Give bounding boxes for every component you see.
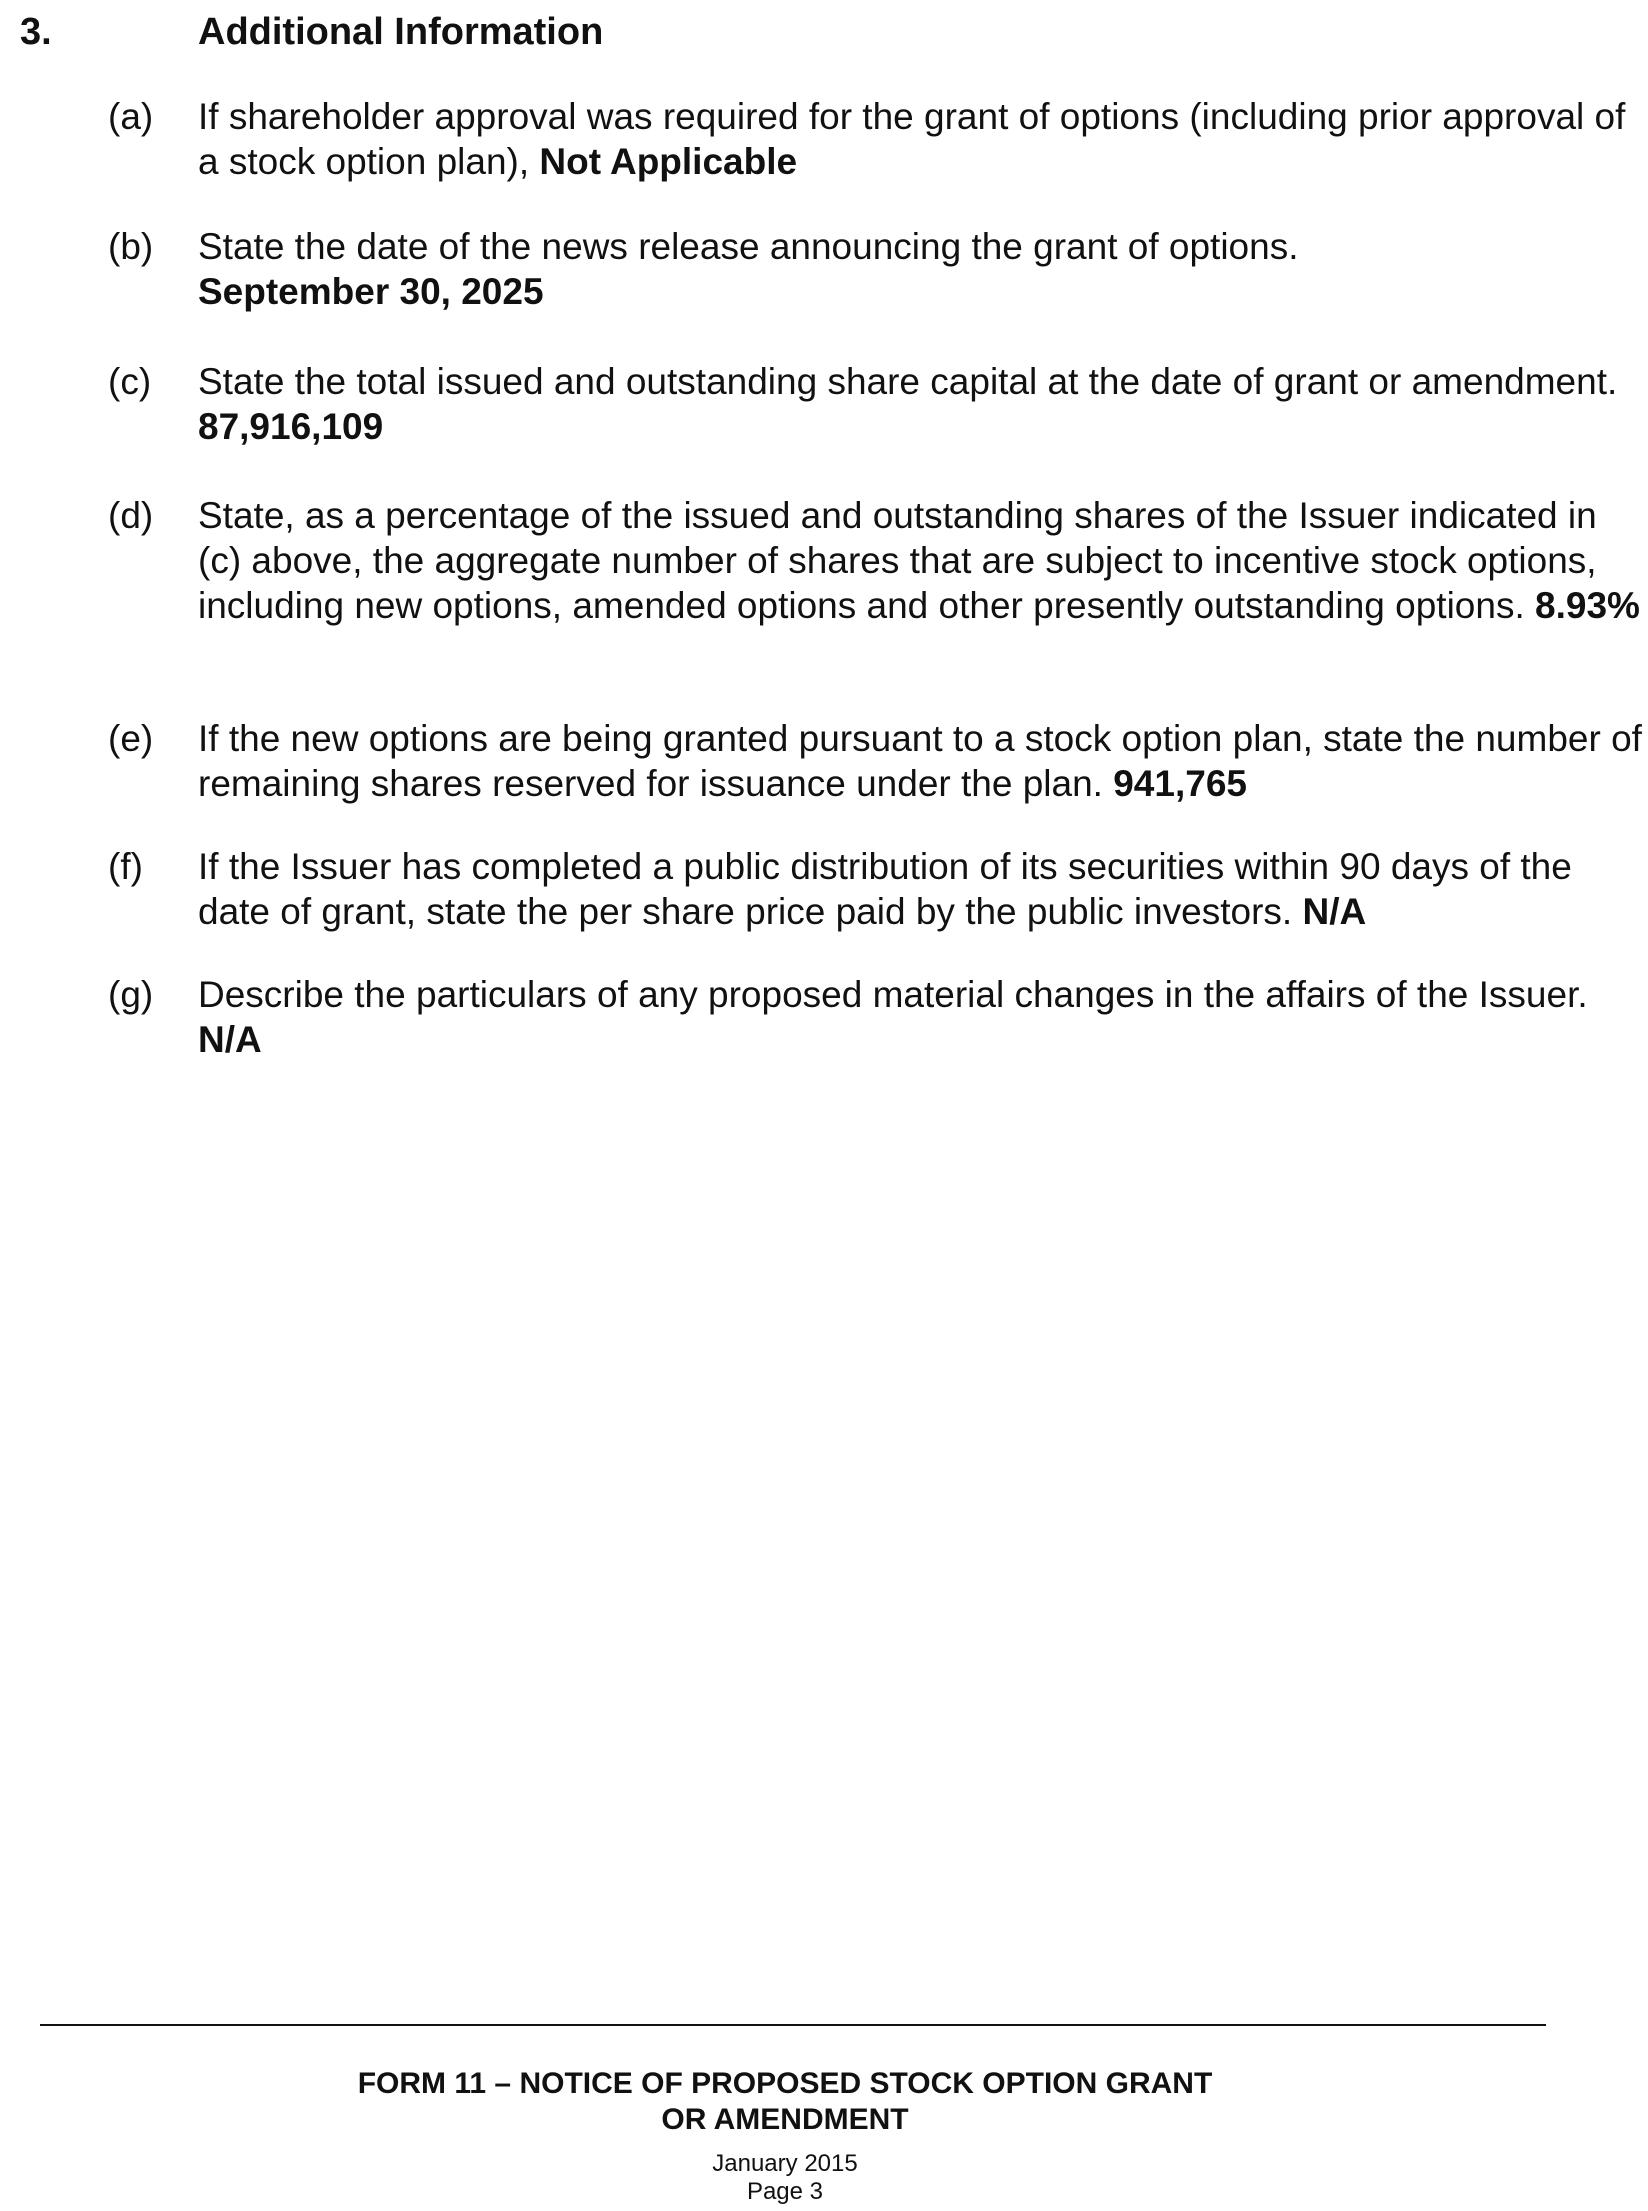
item-e — [108, 716, 1642, 806]
item-label: (b) — [108, 226, 154, 267]
item-answer: N/A — [198, 1019, 262, 1060]
item-b — [108, 224, 1568, 314]
item-g — [108, 972, 1588, 1062]
item-question: State the date of the news release announcing the grant of options. — [198, 226, 1299, 267]
item-text — [198, 493, 1648, 628]
item-text — [198, 716, 1648, 806]
item-answer: N/A — [1302, 891, 1367, 932]
item-c — [108, 359, 1618, 449]
item-text — [198, 94, 1648, 184]
footer-title-line1: FORM 11 – NOTICE OF PROPOSED STOCK OPTION GRANT — [357, 2067, 1213, 2100]
footer-title-line2: OR AMENDMENT — [661, 2103, 909, 2136]
item-label: (e) — [108, 718, 154, 759]
item-question: If shareholder approval was required for the grant of options (including prior approval of a stock option plan), — [198, 96, 1626, 182]
footer-form-title — [0, 2066, 1570, 2138]
item-text — [198, 844, 1648, 934]
item-answer: Not Applicable — [539, 141, 798, 182]
item-label: (c) — [108, 361, 152, 402]
item-question: State the total issued and outstanding share capital at the date of grant or amendment. — [198, 361, 1618, 402]
item-label: (d) — [108, 495, 154, 536]
footer-page-number: Page 3 — [746, 2178, 824, 2205]
item-answer: 941,765 — [1113, 763, 1247, 804]
item-question: State, as a percentage of the issued and outstanding shares of the Issuer indicated in (c) above, the aggregate number of shares that are subject to incentive stock options, including new options, amended options and other presently outstanding options. — [198, 495, 1597, 626]
item-a — [108, 94, 1626, 184]
item-f — [108, 844, 1572, 934]
item-answer: 87,916,109 — [198, 406, 384, 447]
footer-divider — [40, 2024, 1546, 2026]
item-d — [108, 493, 1640, 628]
item-label: (g) — [108, 974, 154, 1015]
item-text — [198, 972, 1648, 1062]
item-text — [198, 359, 1648, 449]
item-answer: September 30, 2025 — [198, 271, 544, 312]
item-question: If the new options are being granted pursuant to a stock option plan, state the number of remaining shares reserved for issuance under the plan. — [198, 718, 1642, 804]
item-label: (f) — [108, 846, 143, 887]
item-question: If the Issuer has completed a public distribution of its securities within 90 days of the date of grant, state the per share price paid by the public investors. — [198, 846, 1572, 932]
section-title: Additional Information — [198, 11, 604, 53]
item-question: Describe the particulars of any proposed material changes in the affairs of the Issuer. — [198, 974, 1588, 1015]
section-number: 3. — [20, 11, 52, 53]
footer-date: January 2015 — [712, 2150, 858, 2177]
item-answer: 8.93% — [1535, 585, 1640, 626]
item-text — [198, 224, 1648, 314]
item-label: (a) — [108, 96, 154, 137]
